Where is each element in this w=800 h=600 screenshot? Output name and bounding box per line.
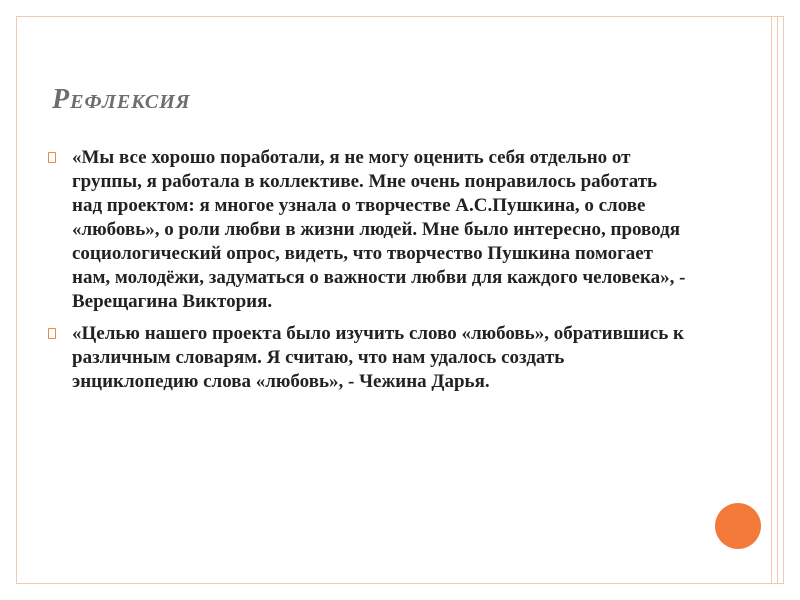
frame-stripe-inner xyxy=(771,16,772,584)
bullet-text: «Целью нашего проекта было изучить слово «любовь», обратившись к различным словарям. Я считаю, что нам удалось создать энциклопедию слова «любовь», - Чежина Дарья. xyxy=(72,323,684,392)
bullet-item xyxy=(48,322,688,394)
slide-title: Рефлексия xyxy=(52,84,191,115)
bullet-square-icon xyxy=(48,152,56,163)
bullet-item xyxy=(48,146,688,314)
bullet-square-icon xyxy=(48,328,56,339)
slide-content xyxy=(48,146,688,402)
frame-stripe-outer xyxy=(777,16,778,584)
bullet-text: «Мы все хорошо поработали, я не могу оценить себя отдельно от группы, я работала в коллективе. Мне очень понравилось работать над проектом: я многое узнала о творчестве А.С.Пушкина, о слове «любовь», о роли любви в жизни людей. Мне было интересно, проводя социологический опрос, видеть, что творчество Пушкина помогает нам, молодёжи, задуматься о важности любви для каждого человека», - Верещагина Виктория. xyxy=(72,147,686,312)
decorative-circle xyxy=(715,503,761,549)
